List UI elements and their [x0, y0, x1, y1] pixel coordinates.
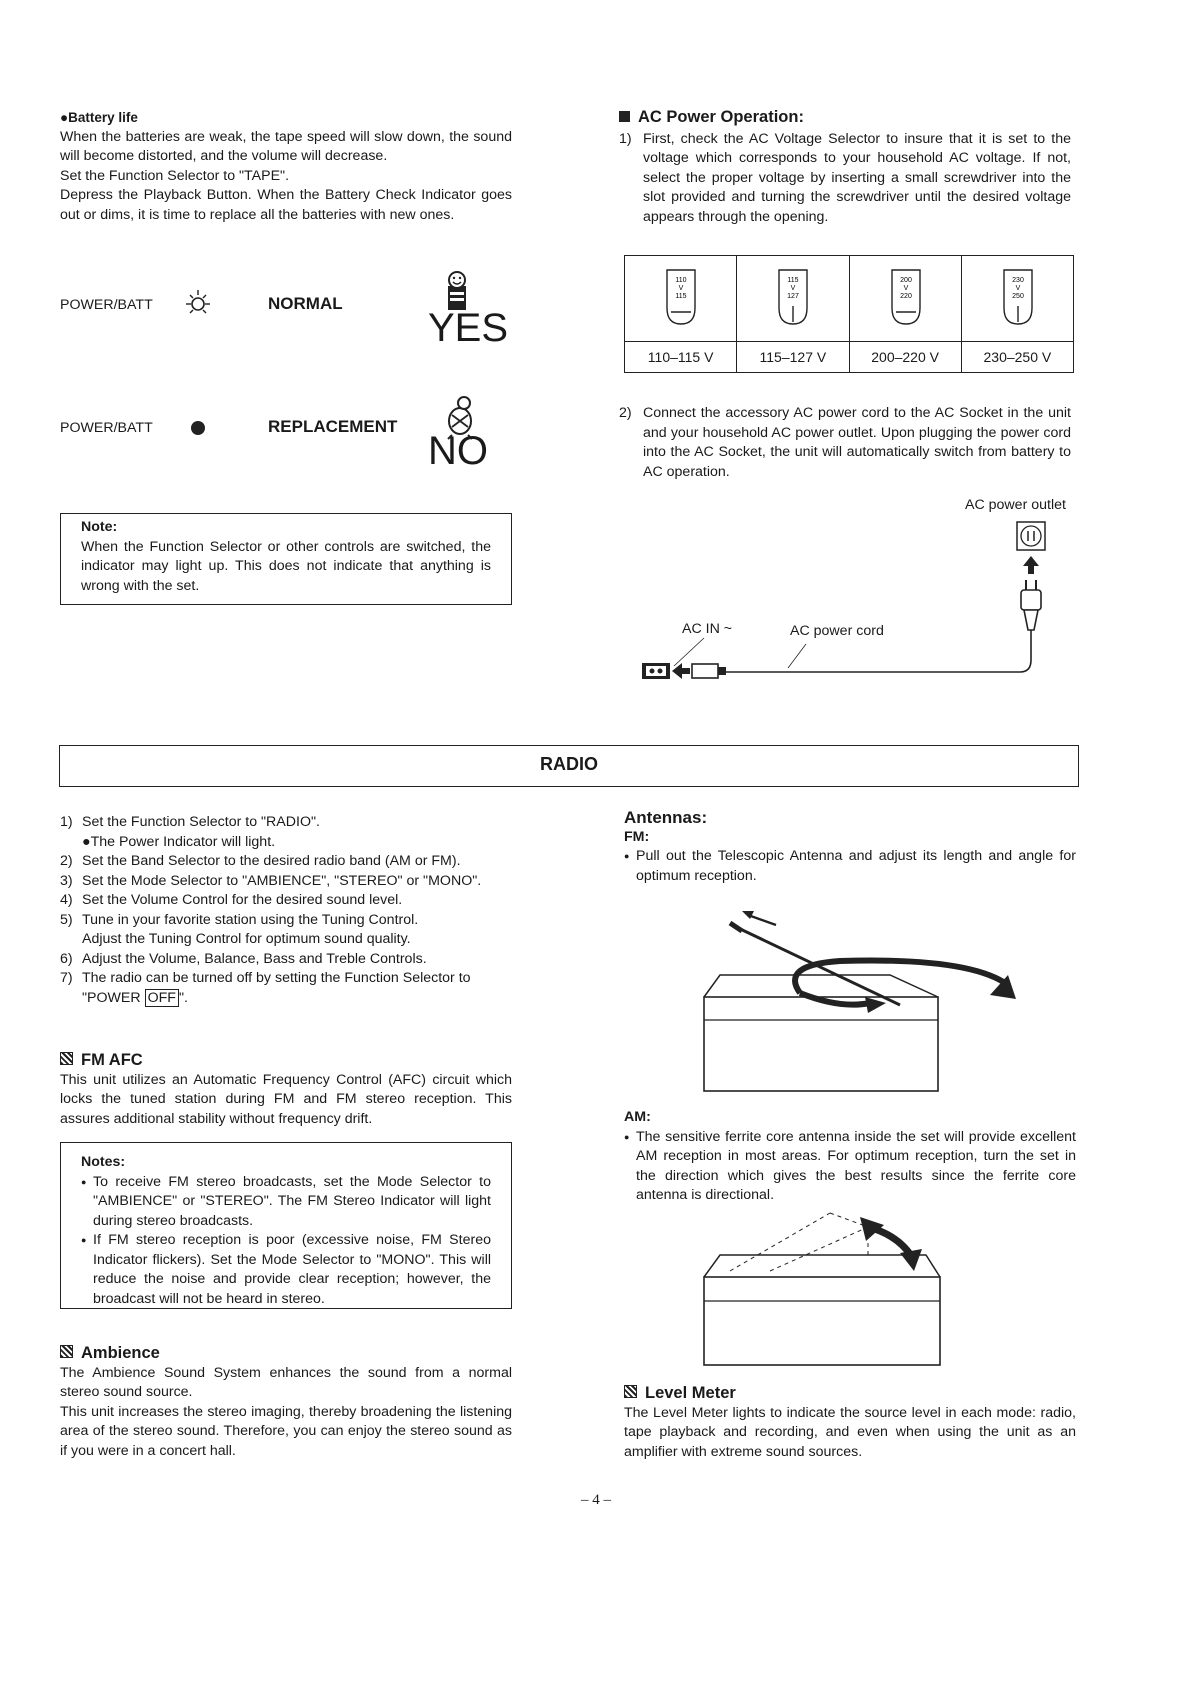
battery-replacement-row — [60, 419, 520, 491]
plug-icon — [1021, 580, 1041, 630]
ac-heading: AC Power Operation: — [619, 108, 1071, 128]
note-item: ● To receive FM stereo broadcasts, set the Mode Selector to "AMBIENCE" or "STEREO". The FM Stereo Indicator will light during stereo broadcasts. — [81, 1173, 491, 1232]
svg-text:200: 200 — [899, 277, 912, 284]
square-bullet-icon — [60, 1345, 73, 1358]
level-meter-text: The Level Meter lights to indicate the source level in each mode: radio, tape playback and recording, and even when using the unit as an amplifier with extreme sound sources. — [624, 1404, 1076, 1460]
battery-normal-row — [60, 296, 520, 368]
voltage-table — [624, 255, 1074, 373]
voltage-selector-icon — [888, 268, 924, 328]
svg-text:V: V — [903, 285, 908, 292]
indicator-lit-icon — [178, 286, 218, 322]
ambience-heading: Ambience — [60, 1344, 512, 1364]
voltage-cell — [962, 256, 1073, 372]
note-item: ● If FM stereo reception is poor (excessive noise, FM Stereo Indicator flickers). Set the Mode Selector to "MONO". This will reduce the noise and provide clear reception; however, the broadcast will not be heard in stereo. — [81, 1231, 491, 1309]
voltage-label: 115–127 V — [737, 341, 848, 372]
page-number: – 4 – — [581, 1492, 611, 1508]
up-arrow-icon — [1023, 556, 1039, 574]
fm-afc-heading: FM AFC — [60, 1051, 512, 1071]
radio-step: 4) Set the Volume Control for the desired sound level. — [60, 892, 403, 908]
antennas-section — [624, 808, 1076, 886]
antennas-heading: Antennas: — [624, 808, 708, 827]
svg-text:110: 110 — [675, 277, 687, 284]
fm-afc-section — [60, 1051, 512, 1129]
fm-antenna-diagram — [690, 905, 1050, 1095]
am-antenna-diagram — [690, 1205, 970, 1370]
svg-text:115: 115 — [675, 293, 687, 300]
indicator-off-icon — [188, 417, 208, 439]
radio-step: 5) Tune in your favorite station using the Tuning Control. Adjust the Tuning Control for optimum sound quality. — [60, 911, 419, 947]
radio-banner — [59, 745, 1079, 787]
svg-text:220: 220 — [899, 293, 912, 300]
am-text: ● The sensitive ferrite core antenna inside the set will provide excellent AM reception in most areas. For optimum reception, turn the set in the direction which gives the best results since the ferrite core antenna is directional. — [624, 1128, 1076, 1206]
ac-socket-icon — [642, 663, 670, 679]
fm-text: ● Pull out the Telescopic Antenna and adjust its length and angle for optimum reception. — [624, 847, 1076, 886]
ac-section — [619, 108, 1071, 227]
battery-note-box — [60, 513, 512, 605]
notes-box — [60, 1142, 512, 1309]
voltage-label: 110–115 V — [625, 341, 736, 372]
ac-cord-drawing — [630, 492, 1080, 692]
label-ac-power-cord: AC power cord — [790, 623, 884, 639]
square-bullet-icon — [624, 1385, 637, 1398]
radio-step: 2) Set the Band Selector to the desired radio band (AM or FM). — [60, 853, 461, 869]
power-batt-label: POWER/BATT — [60, 420, 153, 436]
boxed-off: OFF — [145, 989, 179, 1007]
notes-title: Notes: — [81, 1154, 126, 1170]
svg-text:V: V — [1015, 285, 1021, 292]
step-number: 2) — [619, 405, 632, 421]
voltage-cell — [850, 256, 962, 372]
voltage-cell — [737, 256, 849, 372]
ac-step2-text: Connect the accessory AC power cord to the AC Socket in the unit and your household AC power outlet. Upon plugging the power cord into the AC Socket, the unit will automatically switch from battery to AC operation. — [643, 405, 1071, 480]
note-text: When the Function Selector or other controls are switched, the indicator may light up. This does not indicate that anything is wrong with the set. — [81, 538, 491, 594]
ambience-p1: The Ambience Sound System enhances the sound from a normal stereo sound source. — [60, 1364, 512, 1400]
radio-step: 6) Adjust the Volume, Balance, Bass and Treble Controls. — [60, 950, 427, 967]
word-yes: YES — [428, 306, 509, 350]
battery-paragraph: When the batteries are weak, the tape speed will slow down, the sound will become distorted, and the volume will decrease. — [60, 128, 512, 164]
ambience-section — [60, 1344, 512, 1461]
ambience-p2: This unit increases the stereo imaging, thereby broadening the listening area of the stereo sound. Therefore, you can enjoy the stereo sound as if you were in a concert hall. — [60, 1403, 512, 1459]
svg-text:250: 250 — [1011, 293, 1024, 300]
fm-afc-text: This unit utilizes an Automatic Frequency Control (AFC) circuit which locks the tuned station during FM and FM stereo reception. This assures additional stability without frequency drift. — [60, 1071, 512, 1127]
status-normal: NORMAL — [268, 294, 343, 313]
radio-steps — [60, 813, 512, 1008]
power-outlet-icon — [1017, 522, 1045, 550]
level-meter-section — [624, 1384, 1076, 1462]
voltage-cell — [625, 256, 737, 372]
word-no: NO — [428, 429, 488, 473]
svg-text:127: 127 — [787, 293, 800, 300]
voltage-selector-icon — [1000, 268, 1036, 328]
battery-line-playback: Depress the Playback Button. When the Battery Check Indicator goes out or dims, it is time to replace all the batteries with new ones. — [60, 187, 512, 223]
power-batt-label: POWER/BATT — [60, 297, 153, 313]
ac-cord-diagram — [630, 492, 1080, 692]
fm-label: FM: — [624, 828, 650, 845]
radio-step: 1) Set the Function Selector to "RADIO". ●The Power Indicator will light. — [60, 814, 320, 850]
step-number: 1) — [619, 130, 632, 147]
am-section — [624, 1108, 1076, 1206]
voltage-label: 200–220 V — [850, 341, 961, 372]
status-replacement: REPLACEMENT — [268, 417, 398, 436]
svg-text:V: V — [678, 285, 684, 292]
square-bullet-icon — [60, 1052, 73, 1065]
square-bullet-icon — [619, 111, 630, 122]
svg-text:230: 230 — [1011, 277, 1024, 284]
battery-heading: ●Battery life — [60, 110, 138, 125]
radio-step: 7) The radio can be turned off by setting the Function Selector to "POWER OFF ". — [60, 970, 471, 1006]
label-ac-in: AC IN ~ — [682, 621, 733, 637]
battery-line-tape: Set the Function Selector to "TAPE". — [60, 167, 290, 184]
battery-section — [60, 108, 512, 225]
voltage-selector-icon — [775, 268, 811, 328]
ac-step2 — [619, 404, 1071, 482]
svg-text:V: V — [790, 285, 796, 292]
label-ac-power-outlet: AC power outlet — [965, 497, 1066, 513]
voltage-label: 230–250 V — [962, 341, 1073, 372]
radio-step: 3) Set the Mode Selector to "AMBIENCE", "STEREO" or "MONO". — [60, 872, 482, 889]
note-title: Note: — [81, 519, 118, 535]
svg-text:115: 115 — [787, 277, 799, 284]
voltage-selector-icon — [663, 268, 699, 328]
level-meter-heading: Level Meter — [624, 1384, 1076, 1404]
ac-step1: First, check the AC Voltage Selector to insure that it is set to the voltage which corresponds to your household AC voltage. If not, select the proper voltage by inserting a small screwdriver into the slot provided and turning the screwdriver until the desired voltage appears through the opening. — [643, 130, 1071, 225]
am-label: AM: — [624, 1109, 651, 1125]
radio-title: RADIO — [540, 754, 598, 774]
